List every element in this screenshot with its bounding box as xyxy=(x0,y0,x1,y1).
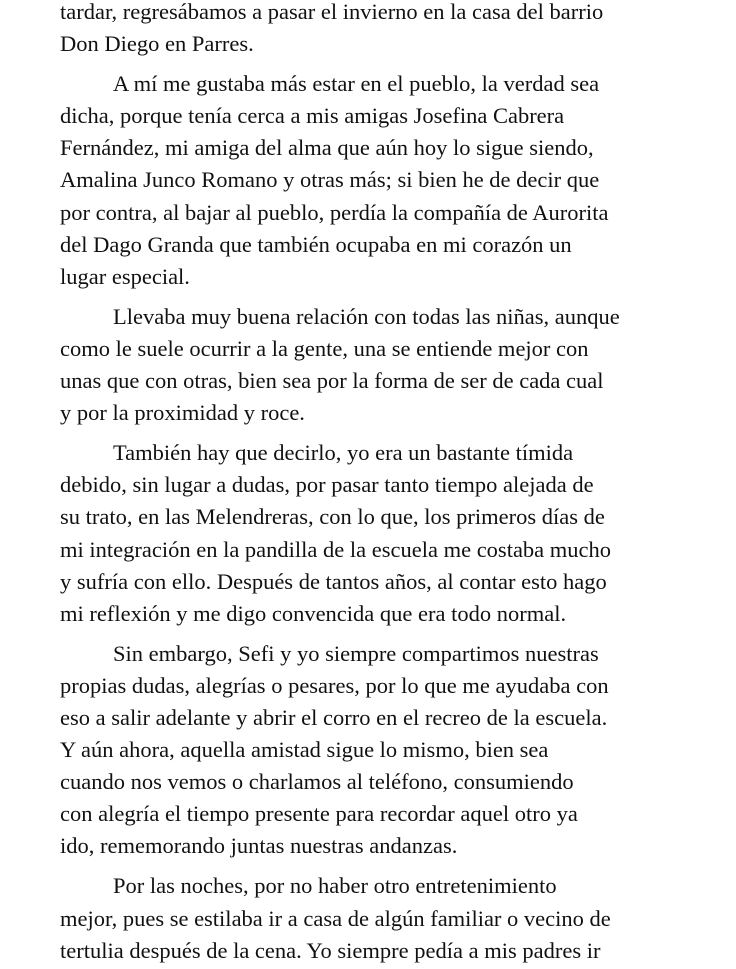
text-line: mejor, pues se estilaba ir a casa de algún familiar o vecino de xyxy=(60,905,611,931)
text-line: ido, rememorando juntas nuestras andanzas. xyxy=(60,833,458,859)
text-line: Amalina Junco Romano y otras más; si bien he de decir que xyxy=(60,167,600,193)
text-line: mi reflexión y me digo convencida que era todo normal. xyxy=(60,600,567,626)
text-line: unas que con otras, bien sea por la forma de ser de cada cual xyxy=(60,368,604,394)
paragraph xyxy=(60,638,680,863)
text-line: su trato, en las Melendreras, con lo que, los primeros días de xyxy=(60,504,605,530)
text-line: debido, sin lugar a dudas, por pasar tanto tiempo alejada de xyxy=(60,472,594,498)
paragraph xyxy=(60,301,680,429)
text-line: como le suele ocurrir a la gente, una se entiende mejor con xyxy=(60,335,589,361)
text-line: con alegría el tiempo presente para recordar aquel otro ya xyxy=(60,801,578,827)
paragraph xyxy=(60,870,680,966)
text-line: lugar especial. xyxy=(60,263,190,289)
paragraph xyxy=(60,0,680,60)
text-line: por contra, al bajar al pueblo, perdía la compañía de Aurorita xyxy=(60,199,609,225)
text-line: A mí me gustaba más estar en el pueblo, la verdad sea xyxy=(113,71,600,97)
body-text xyxy=(60,0,680,969)
text-line: y por la proximidad y roce. xyxy=(60,400,305,426)
text-line: Sin embargo, Sefi y yo siempre compartimos nuestras xyxy=(113,640,599,666)
text-line: Llevaba muy buena relación con todas las niñas, aunque xyxy=(113,303,620,329)
paragraph xyxy=(60,68,680,293)
text-line: Don Diego en Parres. xyxy=(60,31,254,57)
text-line: y sufría con ello. Después de tantos años, al contar esto hago xyxy=(60,568,607,594)
text-line: eso a salir adelante y abrir el corro en el recreo de la escuela. xyxy=(60,704,608,730)
text-line: mi integración en la pandilla de la escuela me costaba mucho xyxy=(60,536,612,562)
text-line: tertulia después de la cena. Yo siempre pedía a mis padres ir xyxy=(60,937,601,963)
text-line: tardar, regresábamos a pasar el invierno en la casa del barrio xyxy=(60,0,604,24)
text-line: del Dago Granda que también ocupaba en mi corazón un xyxy=(60,231,572,257)
text-line: cuando nos vemos o charlamos al teléfono, consumiendo xyxy=(60,769,574,795)
text-line: Y aún ahora, aquella amistad sigue lo mismo, bien sea xyxy=(60,737,549,763)
text-line: propias dudas, alegrías o pesares, por lo que me ayudaba con xyxy=(60,672,609,698)
paragraph xyxy=(60,437,680,630)
text-line: dicha, porque tenía cerca a mis amigas Josefina Cabrera xyxy=(60,103,565,129)
text-line: Fernández, mi amiga del alma que aún hoy lo sigue siendo, xyxy=(60,135,594,161)
text-line: Por las noches, por no haber otro entretenimiento xyxy=(113,873,557,899)
text-line: También hay que decirlo, yo era un bastante tímida xyxy=(113,440,574,466)
